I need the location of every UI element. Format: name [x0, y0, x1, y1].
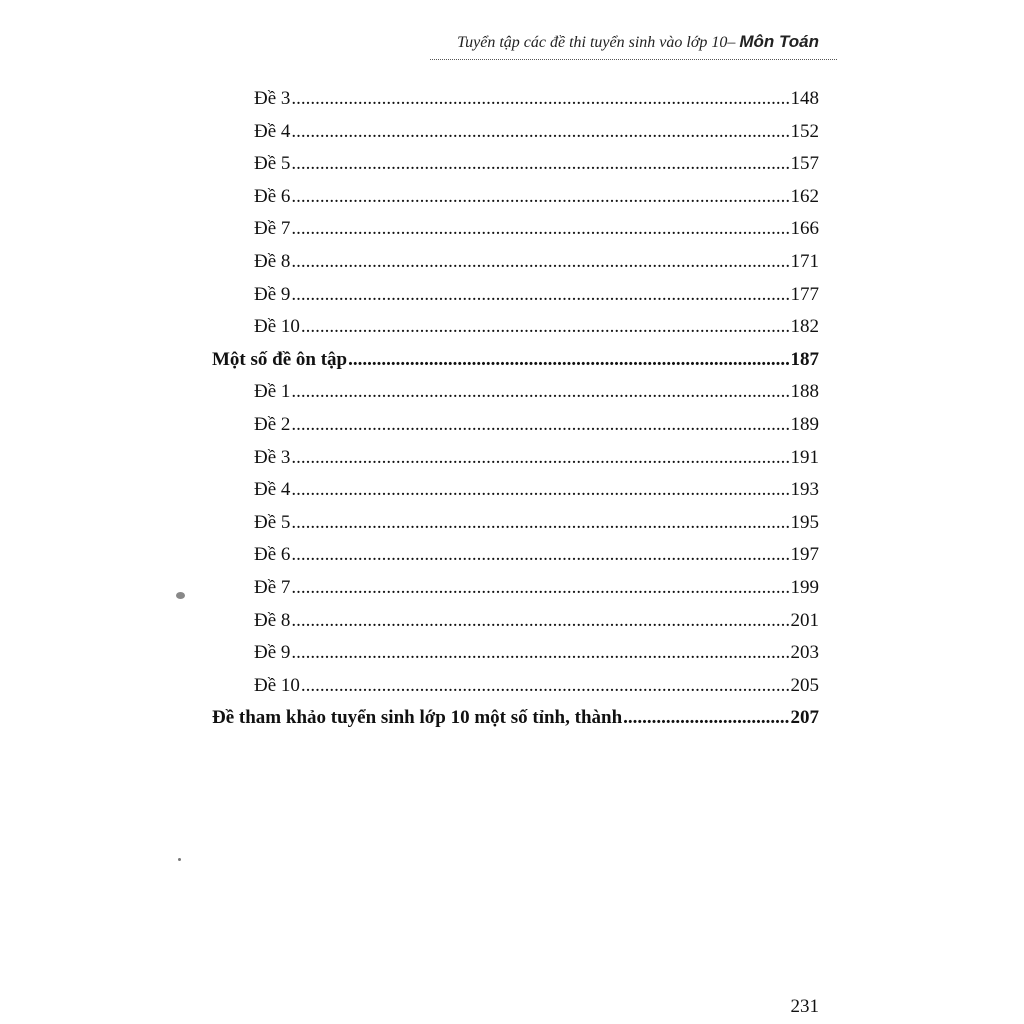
toc-entry-page: 193 — [790, 479, 819, 501]
toc-entry-row — [0, 478, 1024, 510]
toc-entry-page: 171 — [790, 251, 819, 272]
toc-entry-page: 199 — [790, 577, 819, 598]
toc-entry-label: Đề 8 — [254, 609, 291, 631]
toc-dot-leader — [291, 185, 789, 209]
toc-entry-page: 166 — [790, 218, 819, 240]
header-title: Tuyển tập các đề thi tuyển sinh vào lớp 10– — [457, 34, 736, 51]
toc-section-row — [0, 706, 1024, 738]
toc-dot-leader — [291, 87, 789, 111]
toc-entry-label: Đề 9 — [254, 283, 291, 305]
toc-entry — [254, 152, 819, 176]
toc-entry — [254, 543, 819, 567]
toc-dot-leader — [291, 543, 789, 567]
toc-entry — [212, 706, 819, 730]
toc-dot-leader — [291, 446, 789, 470]
toc-entry-page: 203 — [790, 642, 819, 664]
toc-dot-leader — [291, 250, 789, 274]
toc-entry-page: 201 — [790, 609, 819, 631]
toc-entry-page: 187 — [790, 348, 819, 370]
toc-entry-label: Đề 6 — [254, 544, 291, 566]
toc-dot-leader — [291, 217, 789, 241]
toc-entry-label: Một số đề ôn tập — [212, 348, 348, 370]
header-subject: Môn Toán — [739, 32, 819, 51]
toc-entry — [254, 674, 819, 698]
toc-dot-leader — [623, 706, 789, 730]
toc-entry-page: 191 — [790, 446, 819, 468]
toc-entry — [254, 315, 819, 339]
toc-dot-leader — [291, 576, 789, 600]
toc-entry-row — [0, 315, 1024, 347]
toc-entry — [254, 380, 819, 404]
toc-entry-label: Đề 7 — [254, 218, 291, 240]
toc-entry — [254, 283, 819, 307]
toc-dot-leader — [291, 413, 789, 437]
toc-entry-page: 207 — [790, 707, 819, 729]
toc-entry-label: Đề 2 — [254, 414, 291, 435]
toc-entry-page: 205 — [790, 674, 819, 696]
toc-entry-page: 177 — [790, 283, 819, 305]
running-header — [457, 32, 819, 52]
toc-entry-page: 162 — [790, 185, 819, 207]
toc-entry — [254, 217, 819, 241]
toc-entry-row — [0, 413, 1024, 445]
toc-entry-label: Đề 10 — [254, 674, 300, 696]
toc-entry-page: 152 — [790, 120, 819, 142]
toc-dot-leader — [291, 152, 789, 176]
toc-entry-row — [0, 185, 1024, 217]
toc-entry-row — [0, 446, 1024, 478]
toc-entry-label: Đề 5 — [254, 153, 291, 175]
toc-entry-page: 195 — [790, 511, 819, 533]
toc-entry-label: Đề 6 — [254, 185, 291, 207]
toc-section-row — [0, 348, 1024, 380]
toc-entry-label: Đề 10 — [254, 316, 300, 338]
toc-dot-leader — [291, 120, 789, 144]
toc-entry — [254, 576, 819, 600]
toc-entry-row — [0, 380, 1024, 412]
toc-dot-leader — [291, 380, 789, 404]
toc-entry-label: Đề 4 — [254, 120, 291, 142]
toc-entry-label: Đề 3 — [254, 88, 291, 109]
toc-entry-page: 197 — [790, 544, 819, 566]
toc-entry — [254, 478, 819, 502]
toc-entry — [254, 185, 819, 209]
toc-dot-leader — [291, 478, 789, 502]
toc-entry-label: Đề 5 — [254, 511, 291, 533]
toc-entry-label: Đề 4 — [254, 479, 291, 501]
toc-entry — [254, 446, 819, 470]
toc-entry-label: Đề 9 — [254, 642, 291, 664]
toc-entry-row — [0, 674, 1024, 706]
toc-dot-leader — [348, 348, 789, 372]
toc-entry-row — [0, 283, 1024, 315]
toc-entry — [212, 348, 819, 372]
toc-entry — [254, 120, 819, 144]
toc-dot-leader — [291, 641, 789, 665]
toc-entry-row — [0, 217, 1024, 249]
toc-entry-page: 148 — [790, 88, 819, 109]
toc-dot-leader — [301, 674, 790, 698]
toc-entry-row — [0, 609, 1024, 641]
toc-entry-label: Đề tham khảo tuyển sinh lớp 10 một số tỉnh, thành — [212, 707, 623, 729]
toc-dot-leader — [291, 511, 789, 535]
toc-entry-row — [0, 511, 1024, 543]
toc-entry-row — [0, 87, 1024, 119]
toc-dot-leader — [291, 283, 789, 307]
toc-entry-row — [0, 250, 1024, 282]
toc-entry-page: 157 — [790, 153, 819, 175]
toc-entry — [254, 511, 819, 535]
toc-entry-page: 189 — [790, 414, 819, 435]
toc-entry-label: Đề 7 — [254, 577, 291, 598]
toc-entry-page: 188 — [790, 381, 819, 403]
toc-entry-row — [0, 576, 1024, 608]
toc-entry-row — [0, 152, 1024, 184]
header-rule — [430, 59, 837, 60]
toc-entry-page: 182 — [790, 316, 819, 338]
toc-entry-label: Đề 8 — [254, 251, 291, 272]
toc-entry-label: Đề 1 — [254, 381, 291, 403]
toc-entry-label: Đề 3 — [254, 446, 291, 468]
toc-entry — [254, 413, 819, 437]
toc-entry-row — [0, 120, 1024, 152]
toc-entry — [254, 609, 819, 633]
toc-entry — [254, 641, 819, 665]
scan-speck — [176, 592, 185, 599]
page-number: 231 — [790, 996, 819, 1017]
toc-dot-leader — [301, 315, 790, 339]
toc-entry-row — [0, 641, 1024, 673]
toc-entry — [254, 250, 819, 274]
toc-entry-row — [0, 543, 1024, 575]
toc-dot-leader — [291, 609, 789, 633]
toc-entry — [254, 87, 819, 111]
scan-speck — [178, 858, 181, 861]
